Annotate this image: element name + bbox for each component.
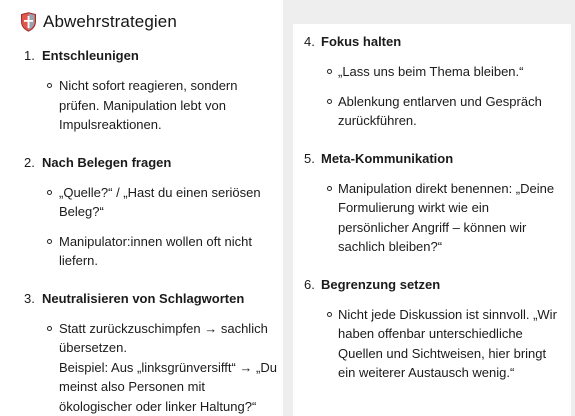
bullet-item [0, 319, 283, 416]
step-item [293, 275, 571, 383]
step-heading [293, 275, 571, 295]
bullet-text: Nicht jede Diskussion ist sinnvoll. „Wir haben offenbar unterschiedliche Quellen und Sichtweisen, hier bringt ein weiterer Austausch wenig.“ [338, 305, 563, 383]
bullet-item [293, 179, 571, 257]
step-number: 1. [24, 46, 35, 66]
page-title: Abwehrstrategien [43, 12, 177, 32]
step-title: Entschleunigen [42, 46, 139, 66]
bullet-circle-icon [47, 83, 52, 88]
bullet-text: „Lass uns beim Thema bleiben.“ [338, 62, 563, 82]
bullet-circle-icon [327, 99, 332, 104]
bullet-item [293, 92, 571, 131]
bullet-circle-icon [47, 190, 52, 195]
steps-list-left [0, 46, 283, 416]
step-title: Neutralisieren von Schlagworten [42, 289, 244, 309]
bullet-item [0, 232, 283, 271]
content-card-right [293, 24, 571, 416]
bullet-text: Manipulation direkt benennen: „Deine Formulierung wirkt wie ein persönlicher Angriff – können wir sachlich bleiben?“ [338, 179, 563, 257]
bullet-item [293, 305, 571, 383]
step-item [0, 289, 283, 416]
step-number: 6. [304, 275, 315, 295]
bullet-circle-icon [47, 326, 52, 331]
bullet-circle-icon [327, 69, 332, 74]
bullet-text: Statt zurückzuschimpfen → sachlich übersetzen. Beispiel: Aus „linksgrünversifft“ → „Du meinst also Personen mit ökologischer oder linker Haltung?“ [59, 319, 277, 416]
steps-list-right [293, 32, 571, 383]
step-title: Fokus halten [321, 32, 401, 52]
bullet-item [0, 76, 283, 135]
step-number: 3. [24, 289, 35, 309]
bullet-item [0, 183, 283, 222]
step-item [293, 149, 571, 257]
bullet-circle-icon [47, 239, 52, 244]
step-item [0, 153, 283, 271]
step-item [293, 32, 571, 131]
step-title: Meta-Kommunikation [321, 149, 453, 169]
step-item [0, 46, 283, 135]
shield-icon [20, 12, 37, 32]
step-number: 5. [304, 149, 315, 169]
bullet-item [293, 62, 571, 82]
step-heading [293, 32, 571, 52]
content-card-left [0, 0, 283, 416]
section-header [20, 10, 283, 34]
step-title: Nach Belegen fragen [42, 153, 171, 173]
step-title: Begrenzung setzen [321, 275, 440, 295]
bullet-circle-icon [327, 312, 332, 317]
bullet-text: „Quelle?“ / „Hast du einen seriösen Beleg?“ [59, 183, 277, 222]
step-heading [293, 149, 571, 169]
bullet-circle-icon [327, 186, 332, 191]
bullet-text: Ablenkung entlarven und Gespräch zurückführen. [338, 92, 563, 131]
bullet-text: Manipulator:innen wollen oft nicht liefern. [59, 232, 277, 271]
step-number: 4. [304, 32, 315, 52]
bullet-text: Nicht sofort reagieren, sondern prüfen. Manipulation lebt von Impulsreaktionen. [59, 76, 277, 135]
step-heading [0, 46, 283, 66]
step-heading [0, 289, 283, 309]
step-number: 2. [24, 153, 35, 173]
step-heading [0, 153, 283, 173]
